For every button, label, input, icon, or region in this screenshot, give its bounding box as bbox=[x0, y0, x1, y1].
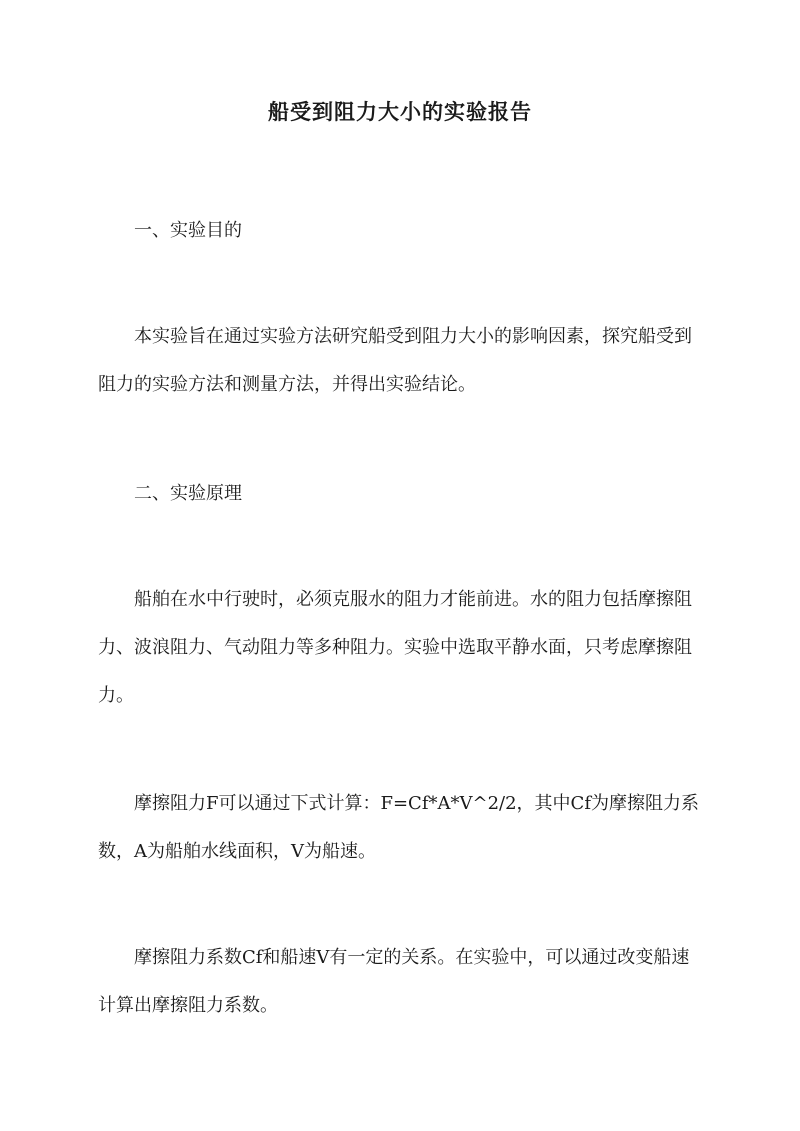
paragraph-principle-1: 船舶在水中行驶时，必须克服水的阻力才能前进。水的阻力包括摩擦阻力、波浪阻力、气动阻力等多种阻力。实验中选取平静水面，只考虑摩擦阻力。 bbox=[98, 589, 692, 706]
section-heading-purpose: 一、实验目的 bbox=[134, 220, 242, 241]
paragraph-principle-2: 摩擦阻力F可以通过下式计算：F=Cf*A*V^2/2，其中Cf为摩擦阻力系数，A为船舶水线面积，V为船速。 bbox=[98, 793, 699, 862]
paragraph-principle-3: 摩擦阻力系数Cf和船速V有一定的关系。在实验中，可以通过改变船速计算出摩擦阻力系数。 bbox=[98, 947, 690, 1016]
paragraph-purpose: 本实验旨在通过实验方法研究船受到阻力大小的影响因素，探究船受到阻力的实验方法和测量方法，并得出实验结论。 bbox=[98, 326, 692, 395]
section-heading-principle: 二、实验原理 bbox=[134, 483, 242, 504]
document-title: 船受到阻力大小的实验报告 bbox=[268, 99, 532, 124]
